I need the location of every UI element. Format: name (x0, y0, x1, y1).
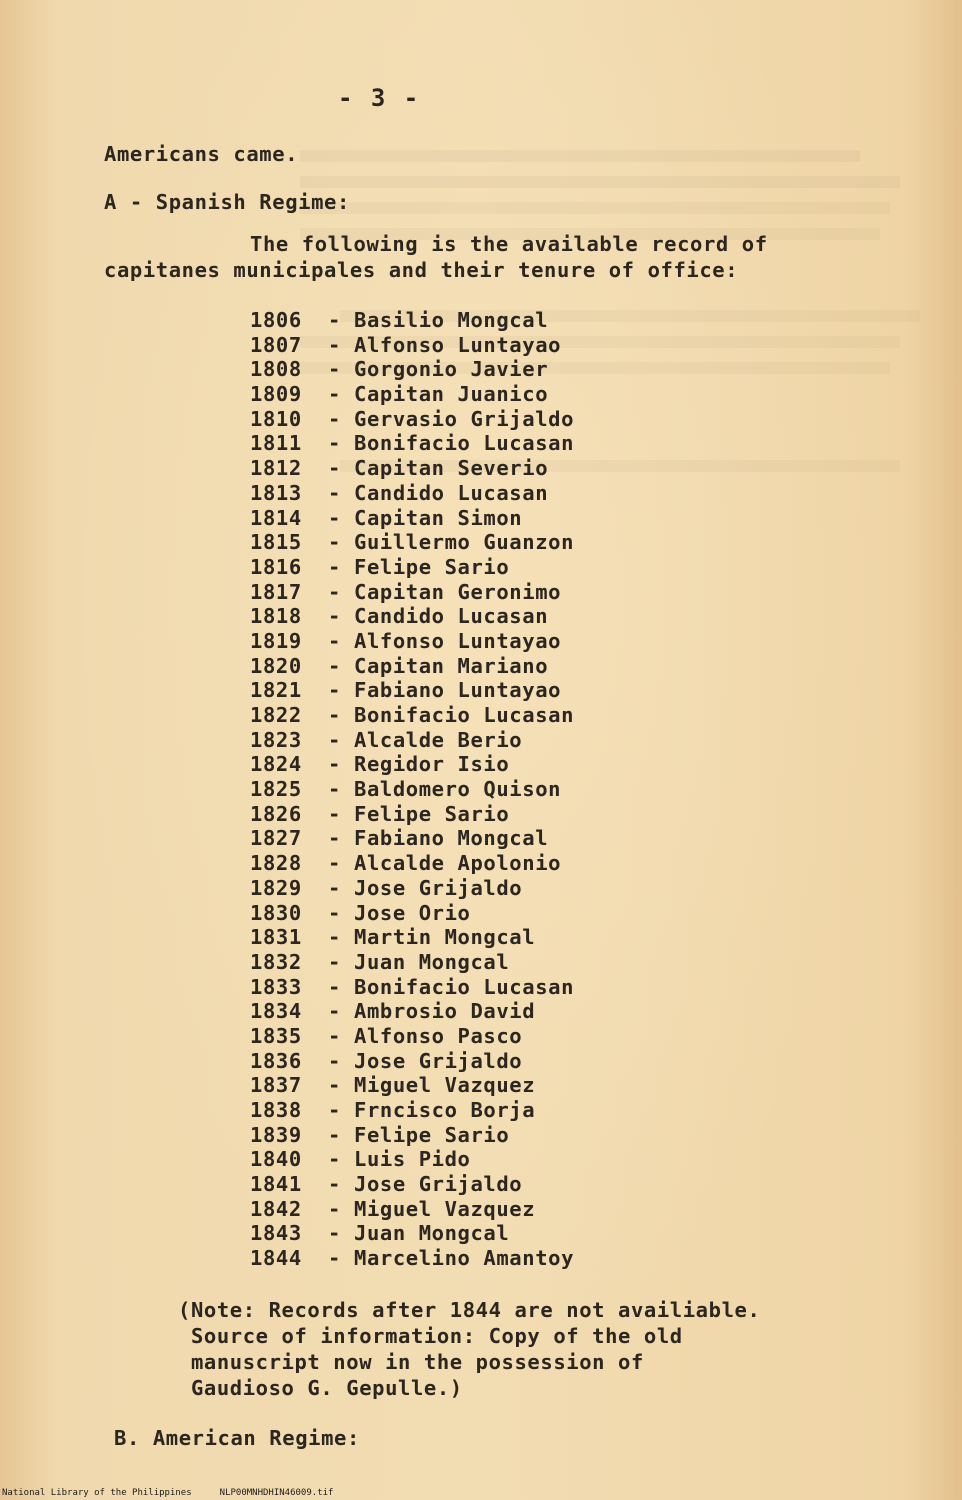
note-line-4: Gaudioso G. Gepulle.) (178, 1376, 463, 1400)
record-row: 1832 - Juan Mongcal (250, 949, 510, 974)
record-row: 1835 - Alfonso Pasco (250, 1023, 523, 1048)
record-row: 1812 - Capitan Severio (250, 456, 549, 481)
intro-line-2: capitanes municipales and their tenure of office: (104, 258, 739, 282)
record-row: 1834 - Ambrosio David (250, 999, 536, 1024)
record-row: 1824 - Regidor Isio (250, 752, 510, 777)
record-row: 1806 - Basilio Mongcal (250, 308, 549, 332)
record-row: 1833 - Bonifacio Lucasan (250, 974, 575, 999)
page-number: - 3 - (338, 84, 421, 112)
record-row: 1838 - Frncisco Borja (250, 1098, 536, 1122)
note-line-1: (Note: Records after 1844 are not availiable. (178, 1298, 761, 1322)
carry-over-line: Americans came. (104, 142, 299, 166)
section-heading-spanish: A - Spanish Regime: (104, 190, 350, 214)
note-block (178, 1297, 760, 1401)
record-row: 1839 - Felipe Sario (250, 1122, 510, 1147)
record-row: 1819 - Alfonso Luntayao (250, 628, 562, 653)
section-heading-american: B. American Regime: (114, 1426, 360, 1450)
footer-filename: NLP00MNHDHIN46009.tif (219, 1488, 334, 1498)
record-row: 1807 - Alfonso Luntayao (250, 332, 562, 357)
record-row: 1840 - Luis Pido (250, 1147, 471, 1172)
record-row: 1827 - Fabiano Mongcal (250, 826, 549, 851)
record-row: 1815 - Guillermo Guanzon (250, 530, 575, 555)
record-row: 1822 - Bonifacio Lucasan (250, 703, 575, 727)
record-row: 1841 - Jose Grijaldo (250, 1172, 523, 1197)
record-row: 1825 - Baldomero Quison (250, 777, 562, 802)
record-row: 1843 - Juan Mongcal (250, 1221, 510, 1246)
record-row: 1828 - Alcalde Apolonio (250, 851, 562, 876)
capitanes-list (250, 308, 574, 1271)
record-row: 1836 - Jose Grijaldo (250, 1048, 523, 1073)
record-row: 1810 - Gervasio Grijaldo (250, 406, 575, 431)
note-line-3: manuscript now in the possession of (178, 1350, 644, 1374)
record-row: 1820 - Capitan Mariano (250, 653, 549, 678)
record-row: 1829 - Jose Grijaldo (250, 875, 523, 900)
record-row: 1808 - Gorgonio Javier (250, 357, 549, 382)
record-row: 1844 - Marcelino Amantoy (250, 1246, 575, 1271)
record-row: 1826 - Felipe Sario (250, 801, 510, 826)
scan-footer (2, 1488, 361, 1498)
record-row: 1813 - Candido Lucasan (250, 480, 549, 505)
record-row: 1823 - Alcalde Berio (250, 727, 523, 752)
footer-library: National Library of the Philippines (2, 1488, 192, 1498)
intro-line-1: The following is the available record of (250, 232, 768, 256)
record-row: 1831 - Martin Mongcal (250, 925, 536, 950)
record-row: 1811 - Bonifacio Lucasan (250, 431, 575, 456)
note-line-2: Source of information: Copy of the old (178, 1324, 683, 1348)
record-row: 1814 - Capitan Simon (250, 505, 523, 530)
record-row: 1837 - Miguel Vazquez (250, 1073, 536, 1098)
record-row: 1817 - Capitan Geronimo (250, 579, 562, 604)
record-row: 1821 - Fabiano Luntayao (250, 678, 562, 703)
record-row: 1816 - Felipe Sario (250, 554, 510, 579)
record-row: 1830 - Jose Orio (250, 900, 471, 925)
record-row: 1842 - Miguel Vazquez (250, 1196, 536, 1221)
record-row: 1809 - Capitan Juanico (250, 382, 549, 407)
record-row: 1818 - Candido Lucasan (250, 604, 549, 629)
